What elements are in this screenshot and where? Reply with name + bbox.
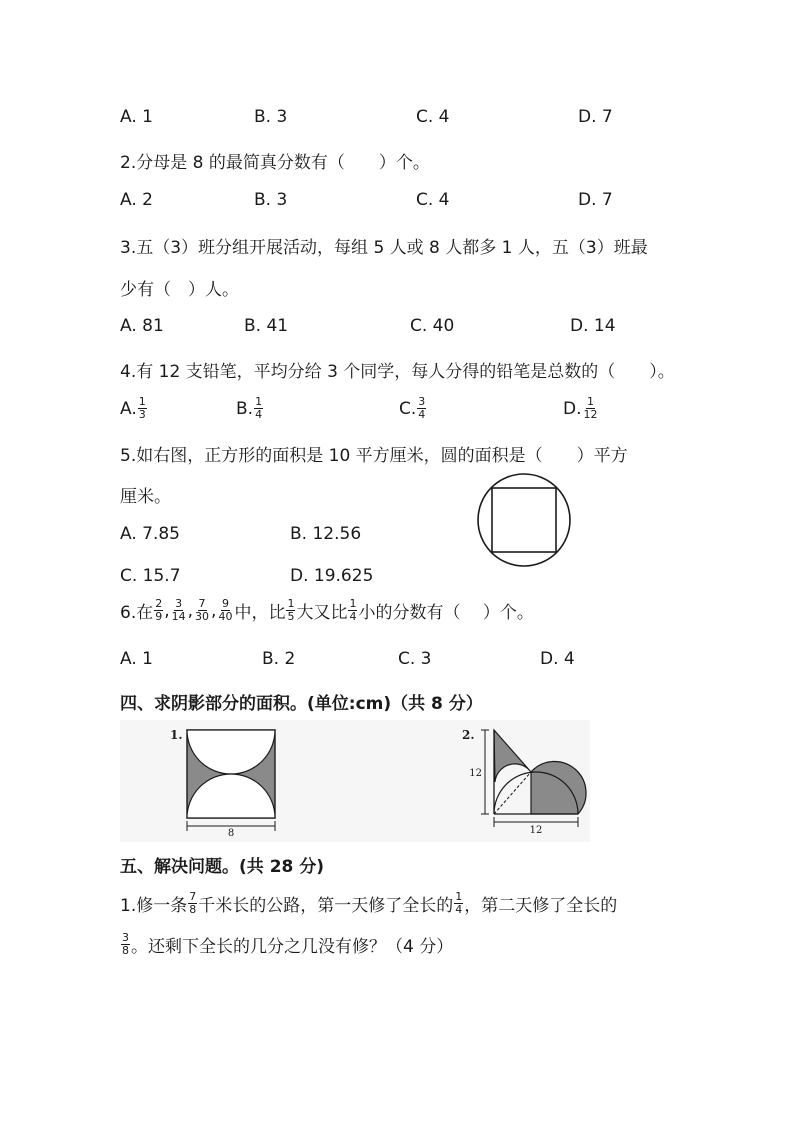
problem-1-line1 — [120, 891, 617, 916]
q5-option-b: B. 12.56 — [290, 524, 362, 544]
q6-fraction-2: $\frac{3}{14}$ — [171, 597, 186, 623]
q1-option-a: A. 1 — [120, 107, 153, 127]
figure-2-bottom-dimension: 12 — [529, 825, 543, 836]
q6-option-b: B. 2 — [262, 649, 296, 669]
q4-option-a-fraction: $\frac{1}{3}$ — [138, 395, 146, 421]
figure-2-side-dimension: 12 — [469, 768, 482, 779]
circle-square-figure — [476, 472, 572, 568]
q4-option-c-fraction: $\frac{3}{4}$ — [418, 395, 426, 421]
q6-separator: , — [187, 600, 194, 621]
problem-1-fraction-length: $\frac{7}{8}$ — [189, 890, 197, 916]
q6-mid1: 中，比 — [234, 603, 286, 623]
q3-stem-line1: 3.五（3）班分组开展活动，每组 5 人或 8 人都多 1 人，五（3）班最 — [120, 238, 648, 258]
figure-1-index: 1. — [170, 728, 183, 742]
q4-stem: 4.有 12 支铅笔，平均分给 3 个同学，每人分得的铅笔是总数的（ ）。 — [120, 362, 675, 382]
q6-option-a: A. 1 — [120, 649, 153, 669]
q4-option-b — [236, 396, 264, 421]
q5-stem-line2: 厘米。 — [120, 487, 171, 507]
q6-fraction-4: $\frac{9}{40}$ — [218, 597, 233, 623]
problem-1-text-d: 。还剩下全长的几分之几没有修？（4 分） — [131, 937, 454, 957]
q6-fraction-3: $\frac{7}{30}$ — [195, 597, 210, 623]
q6-prefix: 6.在 — [120, 603, 154, 623]
q6-upper-bound: $\frac{1}{4}$ — [349, 597, 357, 623]
q4-option-b-label: B. — [236, 398, 254, 419]
q5-option-d: D. 19.625 — [290, 566, 374, 586]
problem-1-text-c: ，第二天修了全长的 — [464, 896, 618, 916]
q4-option-d-label: D. — [563, 398, 582, 419]
problem-1-fraction-day1: $\frac{1}{4}$ — [455, 890, 463, 916]
shaded-triangle-figure — [462, 722, 588, 840]
figure-1-dimension: 8 — [227, 828, 235, 839]
problem-1-line2 — [120, 932, 453, 957]
q1-option-b: B. 3 — [254, 107, 288, 127]
q3-option-c: C. 40 — [410, 316, 455, 336]
q3-option-b: B. 41 — [244, 316, 289, 336]
q2-stem: 2.分母是 8 的最简真分数有（ ）个。 — [120, 153, 430, 173]
q3-stem-line2: 少有（ ）人。 — [120, 280, 239, 300]
q2-option-a: A. 2 — [120, 190, 153, 210]
q4-option-d-fraction: $\frac{1}{12}$ — [583, 395, 598, 421]
problem-1-text-b: 千米长的公路，第一天修了全长的 — [198, 896, 454, 916]
q6-option-c: C. 3 — [398, 649, 432, 669]
q5-option-a: A. 7.85 — [120, 524, 180, 544]
q4-option-a — [120, 396, 148, 421]
q6-option-d: D. 4 — [540, 649, 575, 669]
q6-separator: , — [164, 600, 170, 621]
q4-option-a-label: A. — [120, 398, 137, 419]
q6-suffix: 小的分数有（ ）个。 — [358, 603, 534, 623]
q2-option-b: B. 3 — [254, 190, 288, 210]
q6-lower-bound: $\frac{1}{5}$ — [287, 597, 295, 623]
problem-1-fraction-day2: $\frac{3}{8}$ — [122, 931, 129, 957]
q3-option-d: D. 14 — [570, 316, 616, 336]
q6-mid2: 大又比 — [296, 603, 348, 623]
q6-separator: , — [211, 600, 217, 621]
q1-option-d: D. 7 — [578, 107, 613, 127]
q4-option-c-label: C. — [399, 398, 417, 419]
shaded-square-figure — [160, 722, 290, 840]
q4-option-d — [563, 396, 600, 421]
q5-option-c: C. 15.7 — [120, 566, 181, 586]
section-4-title: 四、求阴影部分的面积。(单位:cm)（共 8 分） — [120, 694, 483, 714]
q4-option-b-fraction: $\frac{1}{4}$ — [255, 395, 263, 421]
q6-fraction-1: $\frac{2}{9}$ — [155, 597, 163, 623]
q2-option-c: C. 4 — [416, 190, 450, 210]
q6-stem — [120, 598, 534, 623]
section-5-title: 五、解决问题。(共 28 分) — [120, 857, 325, 877]
q1-option-c: C. 4 — [416, 107, 450, 127]
q3-option-a: A. 81 — [120, 316, 164, 336]
q2-option-d: D. 7 — [578, 190, 613, 210]
q5-stem-line1: 5.如右图，正方形的面积是 10 平方厘米，圆的面积是（ ）平方 — [120, 446, 628, 466]
problem-1-text-a: 1.修一条 — [120, 896, 188, 916]
q4-option-c — [399, 396, 427, 421]
figure-2-index: 2. — [462, 728, 475, 742]
